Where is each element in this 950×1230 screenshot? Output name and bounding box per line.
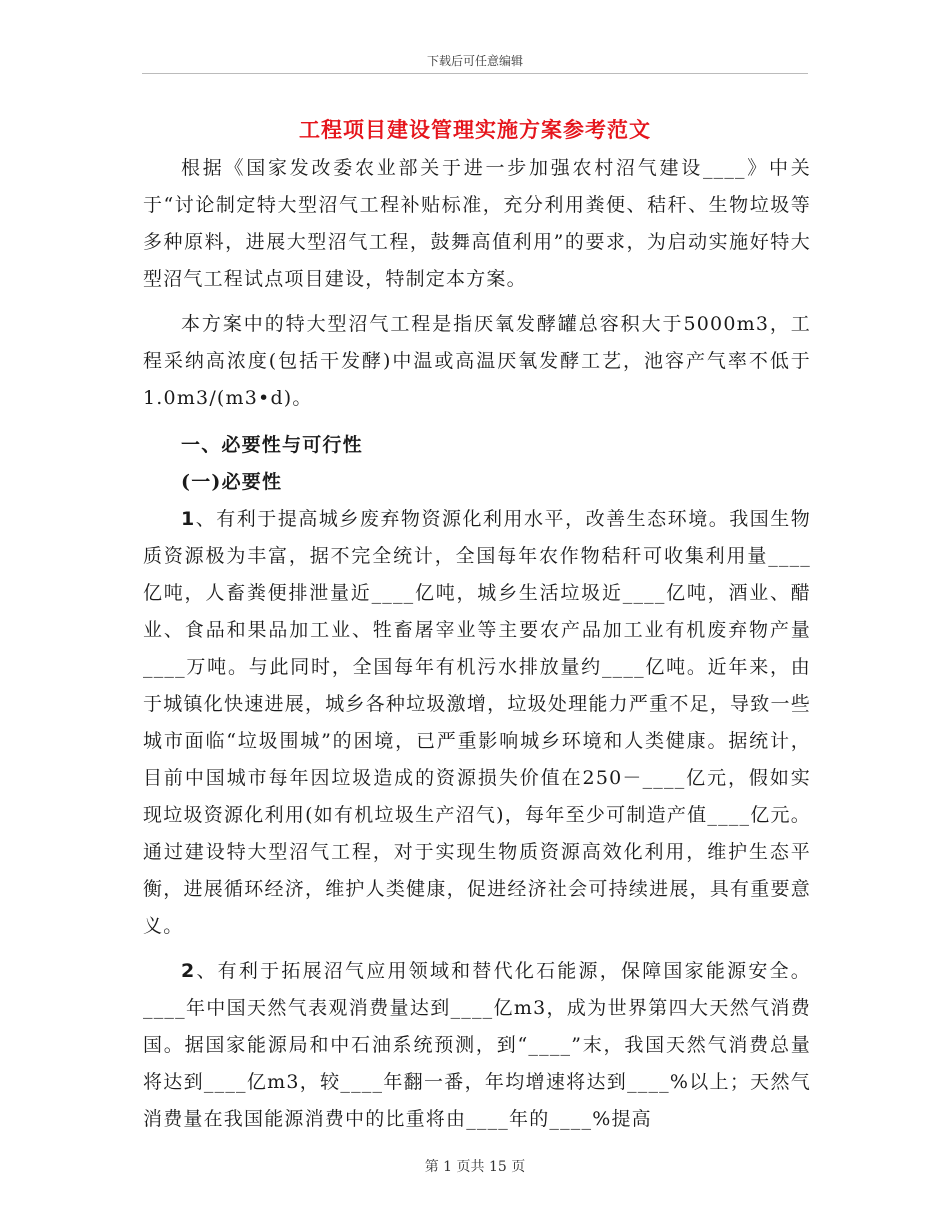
point-2-number: 2 [181,960,196,982]
document-body [143,150,811,1138]
subsection-heading: (一)必要性 [181,471,283,493]
point-2-paragraph [143,953,811,1138]
header-divider [142,73,808,74]
document-title: 工程项目建设管理实施方案参考范文 [299,117,651,142]
page-header: 下载后可任意编辑 [426,54,523,68]
intro-paragraph: 根据《国家发改委农业部关于进一步加强农村沼气建设____》中关于“讨论制定特大型沼气工程补贴标准，充分利用粪便、秸秆、生物垃圾等多种原料，进展大型沼气工程，鼓舞高值利用”的要求，为启动实施好特大型沼气工程试点项目建设，特制定本方案。 [143,157,811,290]
page-footer: 第 1 页共 15 页 [424,1159,526,1175]
definition-paragraph: 本方案中的特大型沼气工程是指厌氧发酵罐总容积大于5000m3，工程采纳高浓度(包括干发酵)中温或高温厌氧发酵工艺，池容产气率不低于1.0m3/(m3•d)。 [143,313,811,409]
point-2-text: 、有利于拓展沼气应用领域和替代化石能源，保障国家能源安全。____年中国天然气表观消费量达到____亿m3，成为世界第四大天然气消费国。据国家能源局和中石油系统预测，到“____”末，我国天然气消费总量将达到____亿m3，较____年翻一番，年均增速将达到____%以上；天然气消费量在我国能源消费中的比重将由____年的____%提高 [143,960,811,1130]
point-1-paragraph [143,501,811,945]
point-1-text: 、有利于提高城乡废弃物资源化利用水平，改善生态环境。我国生物质资源极为丰富，据不完全统计，全国每年农作物秸秆可收集利用量____亿吨，人畜粪便排泄量近____亿吨，城乡生活垃圾近____亿吨，酒业、醋业、食品和果品加工业、牲畜屠宰业等主要农产品加工业有机废弃物产量____万吨。与此同时，全国每年有机污水排放量约____亿吨。近年来，由于城镇化快速进展，城乡各种垃圾激增，垃圾处理能力严重不足，导致一些城市面临“垃圾围城”的困境，已严重影响城乡环境和人类健康。据统计，目前中国城市每年因垃圾造成的资源损失价值在250－____亿元，假如实现垃圾资源化利用(如有机垃圾生产沼气)，每年至少可制造产值____亿元。通过建设特大型沼气工程，对于实现生物质资源高效化利用，维护生态平衡，进展循环经济，维护人类健康，促进经济社会可持续进展，具有重要意义。 [143,508,811,937]
point-1-number: 1 [181,508,196,530]
section-heading: 一、必要性与可行性 [181,434,363,456]
